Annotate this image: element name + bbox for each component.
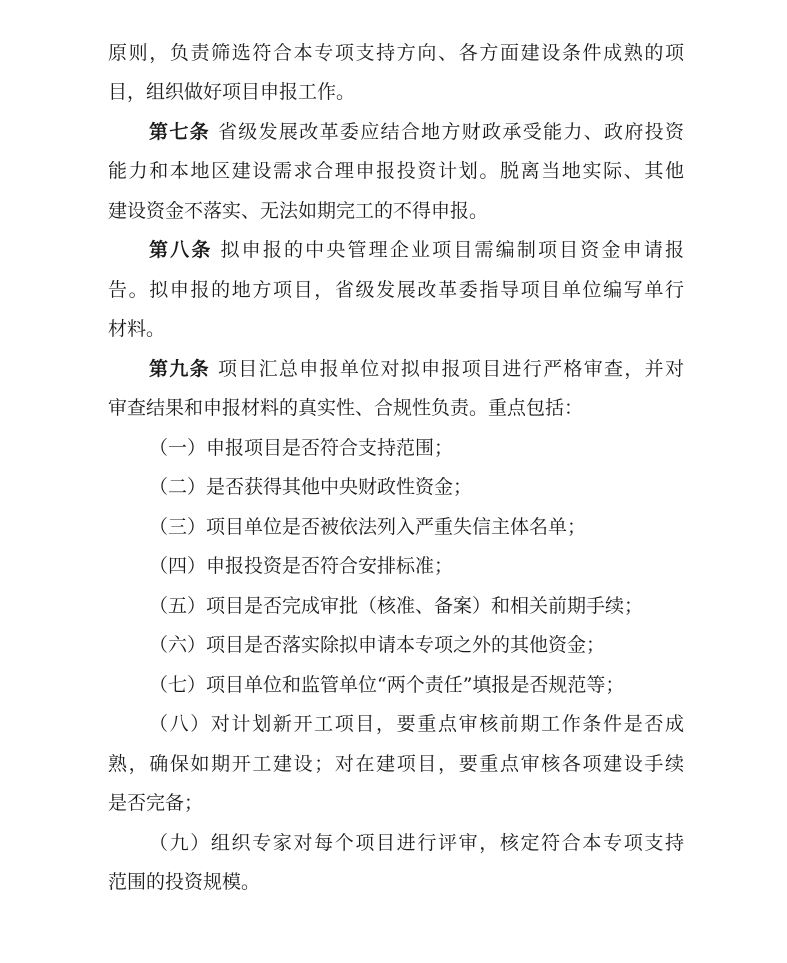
text-line: 目，组织做好项目申报工作。 — [108, 81, 356, 103]
list-item: （五）项目是否完成审批（核准、备案）和相关前期手续； — [149, 595, 644, 617]
article-heading: 第九条 — [149, 358, 210, 380]
text-line: 建设资金不落实、无法如期完工的不得申报。 — [108, 200, 489, 222]
article-heading: 第八条 — [149, 239, 213, 261]
text-line: 审查结果和申报材料的真实性、合规性负责。重点包括： — [108, 397, 584, 419]
article-9-line: 第九条 项目汇总申报单位对拟申报项目进行严格审查，并对 — [149, 358, 684, 380]
list-item: （一）申报项目是否符合支持范围； — [149, 437, 454, 459]
list-item: （九）组织专家对每个项目进行评审，核定符合本专项支持 — [149, 832, 684, 854]
article-heading: 第七条 — [149, 121, 210, 143]
text-line: 范围的投资规模。 — [108, 871, 261, 893]
text-line: 能力和本地区建设需求合理申报投资计划。脱离当地实际、其他 — [108, 160, 684, 182]
text-line: 告。拟申报的地方项目，省级发展改革委指导项目单位编写单行 — [108, 279, 684, 301]
article-7-line: 第七条 省级发展改革委应结合地方财政承受能力、政府投资 — [149, 121, 684, 143]
list-item: （四）申报投资是否符合安排标准； — [149, 555, 454, 577]
text-line: 熟，确保如期开工建设；对在建项目，要重点审核各项建设手续 — [108, 753, 684, 775]
text-line: 材料。 — [108, 318, 166, 340]
text-line: 原则，负责筛选符合本专项支持方向、各方面建设条件成熟的项 — [108, 42, 684, 64]
list-item: （二）是否获得其他中央财政性资金； — [149, 476, 473, 498]
list-item: （六）项目是否落实除拟申请本专项之外的其他资金； — [149, 634, 606, 656]
list-item: （三）项目单位是否被依法列入严重失信主体名单； — [149, 516, 587, 538]
article-8-line: 第八条 拟申报的中央管理企业项目需编制项目资金申请报 — [149, 239, 684, 261]
text-line: 是否完备； — [108, 792, 204, 814]
list-item: （七）项目单位和监管单位“两个责任”填报是否规范等； — [149, 674, 625, 696]
list-item: （八）对计划新开工项目，要重点审核前期工作条件是否成 — [149, 713, 684, 735]
